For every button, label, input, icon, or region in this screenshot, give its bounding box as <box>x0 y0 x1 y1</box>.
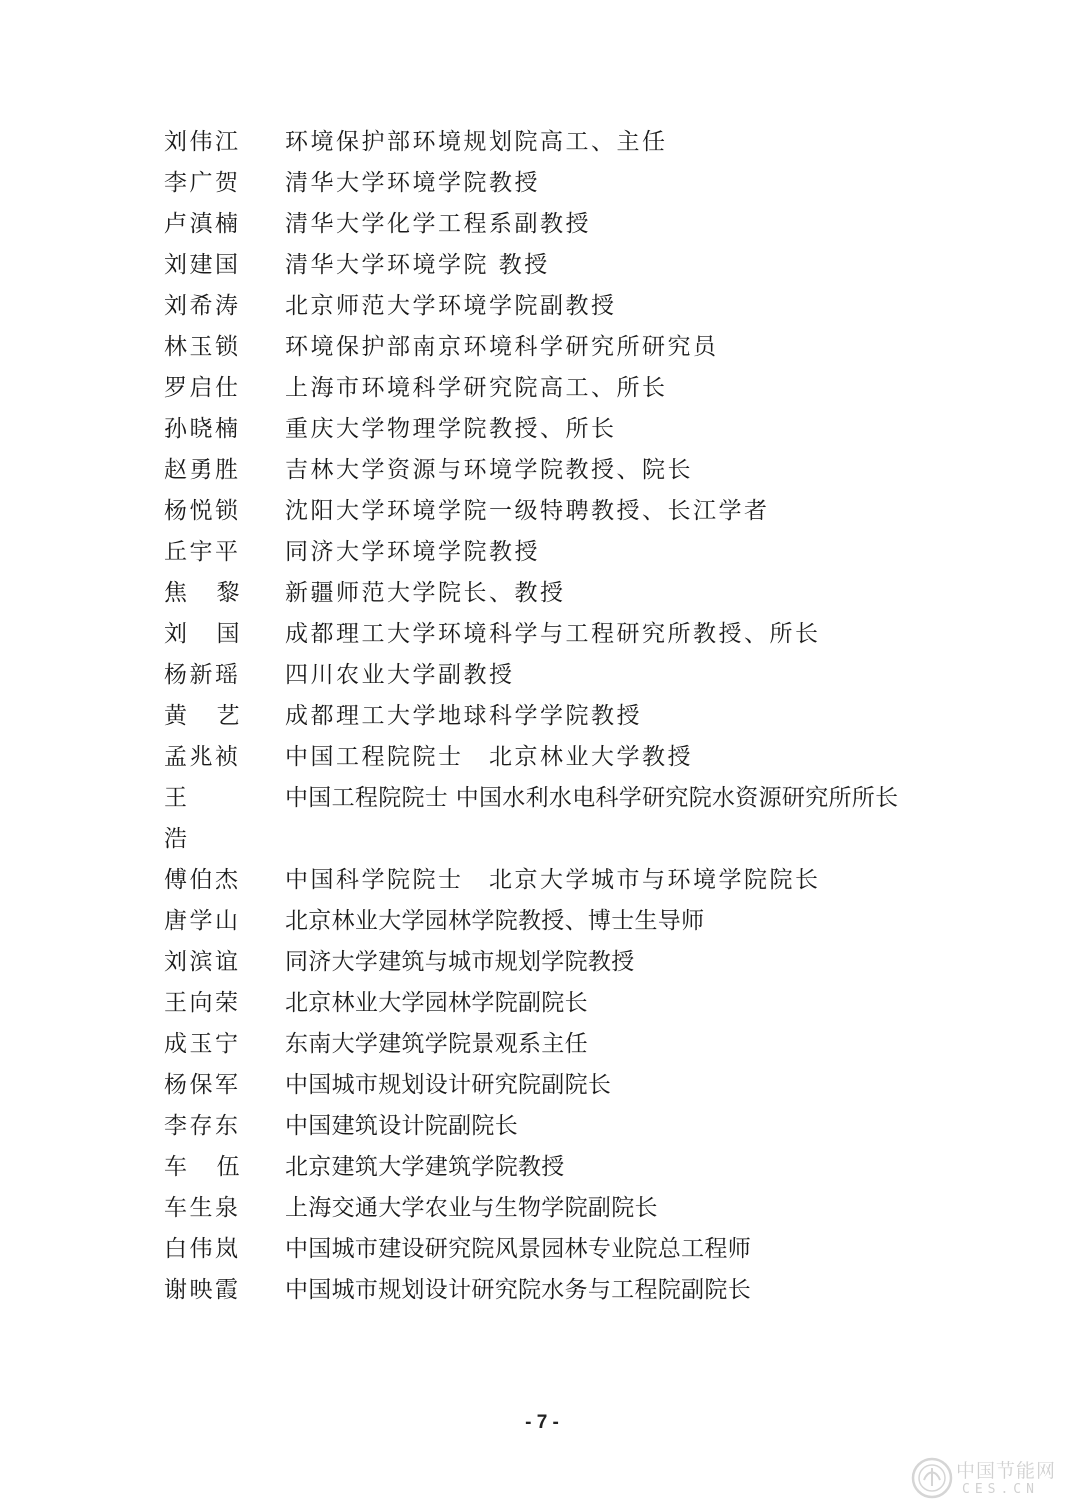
member-affiliation: 北京林业大学园林学院教授、博士生导师 <box>285 908 705 934</box>
list-item <box>164 286 924 327</box>
list-item <box>164 1106 924 1147</box>
member-name: 丘宇平 <box>164 539 241 565</box>
list-item <box>164 122 924 163</box>
member-affiliation: 北京建筑大学建筑学院教授 <box>285 1154 565 1180</box>
list-item <box>164 696 924 737</box>
watermark-title: 中国节能网 <box>956 1460 1057 1482</box>
energy-logo-icon <box>910 1456 954 1500</box>
member-name: 李存东 <box>164 1113 241 1139</box>
watermark-subtitle: CES.CN <box>962 1482 1039 1497</box>
list-item <box>164 573 924 614</box>
list-item <box>164 368 924 409</box>
list-item <box>164 532 924 573</box>
member-name: 白伟岚 <box>164 1236 241 1262</box>
member-name: 林玉锁 <box>164 334 241 360</box>
member-affiliation: 中国工程院院士 中国水利水电科学研究院水资源研究所所长 <box>285 785 899 811</box>
member-affiliation: 北京师范大学环境学院副教授 <box>285 293 617 319</box>
member-name: 孟兆祯 <box>164 744 241 770</box>
member-affiliation: 清华大学环境学院教授 <box>285 170 540 196</box>
member-name-spread <box>164 696 242 737</box>
member-name: 车生泉 <box>164 1195 241 1221</box>
member-name: 卢滇楠 <box>164 211 241 237</box>
member-name-char: 黎 <box>216 580 242 606</box>
list-item <box>164 860 924 901</box>
member-affiliation: 北京林业大学园林学院副院长 <box>285 990 588 1016</box>
member-name <box>164 614 285 655</box>
member-name <box>164 573 285 614</box>
list-item <box>164 737 924 778</box>
member-affiliation: 环境保护部南京环境科学研究所研究员 <box>285 334 719 360</box>
member-name-char: 艺 <box>216 703 242 729</box>
list-item <box>164 655 924 696</box>
member-affiliation: 四川农业大学副教授 <box>285 662 515 688</box>
member-name-char: 浩 <box>164 826 190 852</box>
member-affiliation: 中国城市规划设计研究院副院长 <box>285 1072 612 1098</box>
member-affiliation: 中国城市建设研究院风景园林专业院总工程师 <box>285 1236 751 1262</box>
member-list <box>164 122 924 1311</box>
member-affiliation: 同济大学环境学院教授 <box>285 539 540 565</box>
list-item <box>164 409 924 450</box>
member-name: 谢映霞 <box>164 1277 241 1303</box>
member-name-char: 国 <box>216 621 242 647</box>
list-item <box>164 1188 924 1229</box>
member-affiliation: 中国科学院院士 北京大学城市与环境学院院长 <box>285 867 821 893</box>
member-affiliation: 上海市环境科学研究院高工、所长 <box>285 375 668 401</box>
member-affiliation: 环境保护部环境规划院高工、主任 <box>285 129 668 155</box>
member-name: 孙晓楠 <box>164 416 241 442</box>
member-affiliation: 中国工程院院士 北京林业大学教授 <box>285 744 693 770</box>
member-name-char: 焦 <box>164 580 190 606</box>
list-item <box>164 901 924 942</box>
member-name: 成玉宁 <box>164 1031 241 1057</box>
member-name: 赵勇胜 <box>164 457 241 483</box>
member-affiliation: 中国建筑设计院副院长 <box>285 1113 518 1139</box>
member-affiliation: 上海交通大学农业与生物学院副院长 <box>285 1195 658 1221</box>
member-name: 李广贺 <box>164 170 241 196</box>
member-name-char: 王 <box>164 785 190 811</box>
member-name <box>164 1147 285 1188</box>
list-item <box>164 983 924 1024</box>
list-item <box>164 327 924 368</box>
list-item <box>164 778 924 860</box>
member-affiliation: 吉林大学资源与环境学院教授、院长 <box>285 457 693 483</box>
member-name-char: 伍 <box>216 1154 242 1180</box>
member-affiliation: 东南大学建筑学院景观系主任 <box>285 1031 588 1057</box>
member-affiliation: 清华大学化学工程系副教授 <box>285 211 591 237</box>
member-name: 刘希涛 <box>164 293 241 319</box>
member-affiliation: 成都理工大学环境科学与工程研究所教授、所长 <box>285 621 821 647</box>
member-name: 傅伯杰 <box>164 867 241 893</box>
member-affiliation: 重庆大学物理学院教授、所长 <box>285 416 617 442</box>
member-name-spread <box>164 1147 242 1188</box>
member-name-char: 车 <box>164 1154 190 1180</box>
member-affiliation: 成都理工大学地球科学学院教授 <box>285 703 642 729</box>
member-affiliation: 同济大学建筑与城市规划学院教授 <box>285 949 635 975</box>
member-name-spread <box>164 573 242 614</box>
member-name-char: 刘 <box>164 621 190 647</box>
list-item <box>164 1147 924 1188</box>
member-name: 杨保军 <box>164 1072 241 1098</box>
member-name: 刘建国 <box>164 252 241 278</box>
list-item <box>164 1024 924 1065</box>
member-name <box>164 778 285 860</box>
member-name: 罗启仕 <box>164 375 241 401</box>
list-item <box>164 942 924 983</box>
list-item <box>164 245 924 286</box>
list-item <box>164 1270 924 1311</box>
list-item <box>164 491 924 532</box>
member-name: 刘伟江 <box>164 129 241 155</box>
member-affiliation: 中国城市规划设计研究院水务与工程院副院长 <box>285 1277 751 1303</box>
member-name: 王向荣 <box>164 990 241 1016</box>
list-item <box>164 1229 924 1270</box>
list-item <box>164 204 924 245</box>
member-name: 唐学山 <box>164 908 241 934</box>
member-affiliation: 新疆师范大学院长、教授 <box>285 580 566 606</box>
member-name-char: 黄 <box>164 703 190 729</box>
member-name: 杨新瑶 <box>164 662 241 688</box>
member-name: 刘滨谊 <box>164 949 241 975</box>
page-number: - 7 - <box>525 1412 559 1433</box>
list-item <box>164 614 924 655</box>
member-name: 杨悦锁 <box>164 498 241 524</box>
watermark <box>910 1454 1070 1504</box>
list-item <box>164 450 924 491</box>
list-item <box>164 1065 924 1106</box>
member-affiliation: 沈阳大学环境学院一级特聘教授、长江学者 <box>285 498 770 524</box>
member-affiliation: 清华大学环境学院 教授 <box>285 252 550 278</box>
member-name-spread <box>164 614 242 655</box>
list-item <box>164 163 924 204</box>
member-name <box>164 696 285 737</box>
